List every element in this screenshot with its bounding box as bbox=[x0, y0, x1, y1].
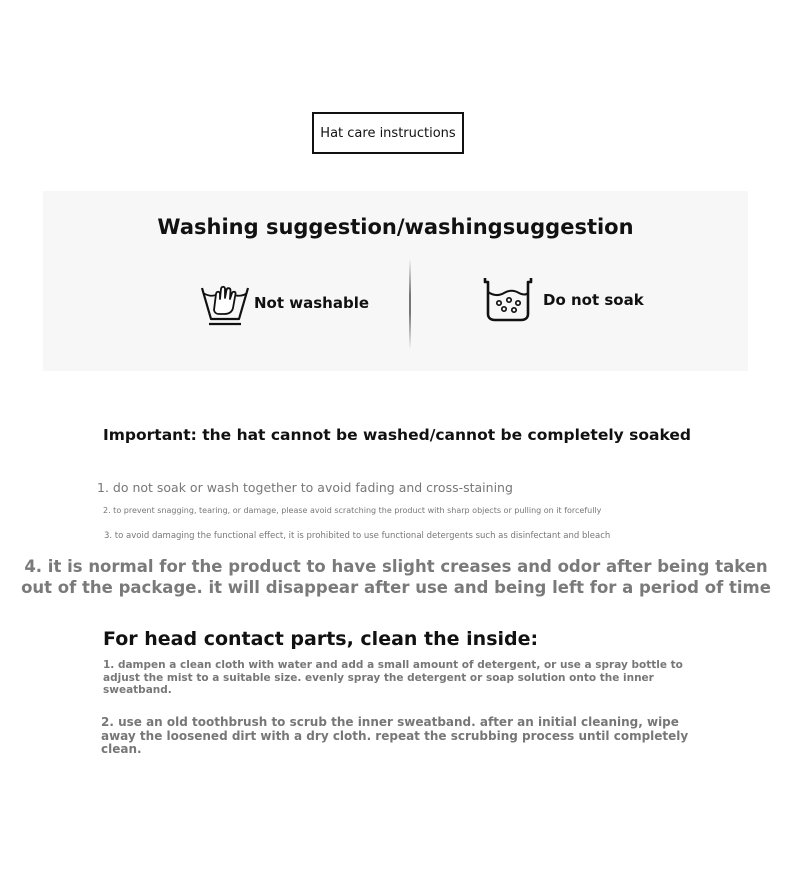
page-title: Hat care instructions bbox=[312, 112, 464, 154]
head-contact-heading: For head contact parts, clean the inside: bbox=[103, 628, 539, 650]
note-1: 1. do not soak or wash together to avoid fading and cross-staining bbox=[97, 480, 513, 495]
washing-heading: Washing suggestion/washingsuggestion bbox=[157, 215, 634, 239]
washing-suggestion-panel bbox=[43, 191, 748, 371]
do-not-soak-label: Do not soak bbox=[543, 291, 644, 309]
note-4: 4. it is normal for the product to have slight creases and odor after being taken out of the package. it will disappear after use and being left for a period of time bbox=[21, 557, 771, 597]
soak-basin-icon bbox=[483, 276, 533, 324]
cleaning-step-1: 1. dampen a clean cloth with water and add a small amount of detergent, or use a spray bottle to adjust the mist to a suitable size. evenly spray the detergent or soap solution onto the inner sweatband. bbox=[103, 659, 683, 696]
note-3: 3. to avoid damaging the functional effect, it is prohibited to use functional detergents such as disinfectant and bleach bbox=[104, 531, 611, 541]
hand-wash-prohibited-icon bbox=[198, 279, 250, 327]
care-item-do-not-soak bbox=[483, 276, 644, 324]
important-notice: Important: the hat cannot be washed/cannot be completely soaked bbox=[103, 426, 692, 444]
cleaning-step-2: 2. use an old toothbrush to scrub the inner sweatband. after an initial cleaning, wipe away the loosened dirt with a dry cloth. repeat the scrubbing process until completely clean. bbox=[101, 715, 689, 756]
care-item-not-washable bbox=[198, 279, 369, 327]
not-washable-label: Not washable bbox=[254, 294, 370, 312]
note-2: 2. to prevent snagging, tearing, or damage, please avoid scratching the product with sharp objects or pulling on it forcefully bbox=[103, 506, 602, 515]
panel-divider bbox=[409, 259, 411, 349]
